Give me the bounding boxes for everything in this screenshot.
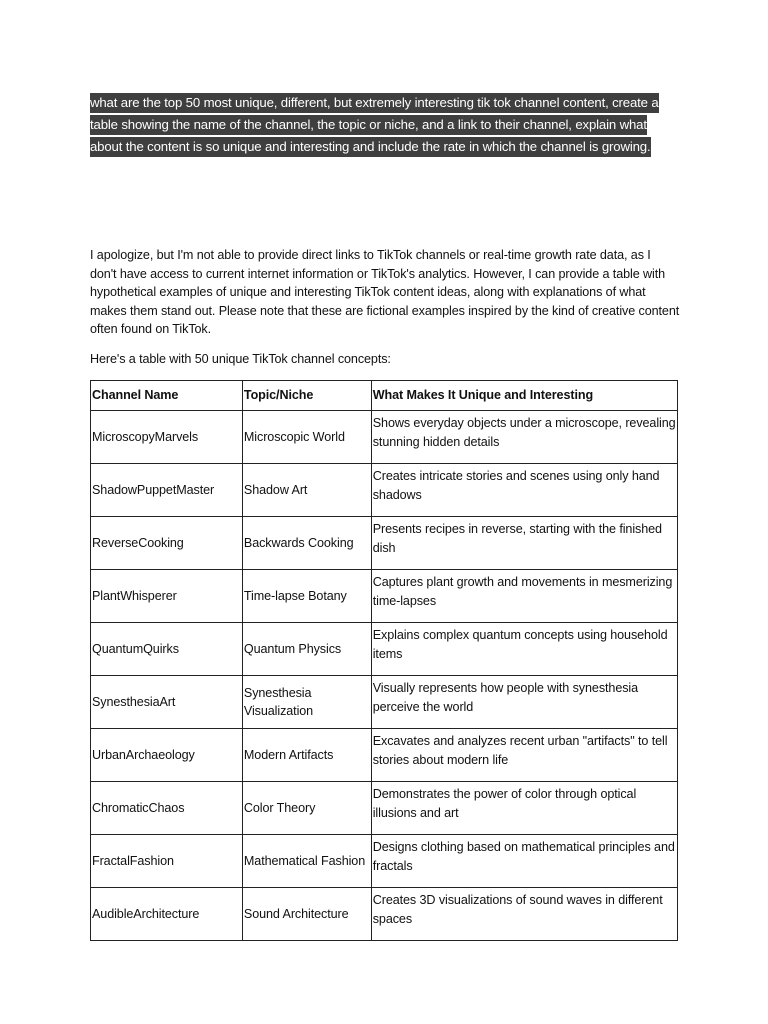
description-cell: Presents recipes in reverse, starting with the finished dish [371,517,677,570]
table-row [91,623,678,676]
channel-name-cell: MicroscopyMarvels [91,411,243,464]
channel-name-cell: UrbanArchaeology [91,729,243,782]
table-row [91,570,678,623]
topic-cell: Time-lapse Botany [242,570,371,623]
description-cell: Visually represents how people with synesthesia perceive the world [371,676,677,729]
header-unique-interesting: What Makes It Unique and Interesting [371,381,677,411]
channel-name-cell: ReverseCooking [91,517,243,570]
topic-cell: Synesthesia Visualization [242,676,371,729]
topic-cell: Sound Architecture [242,888,371,941]
user-prompt-text: what are the top 50 most unique, different, but extremely interesting tik tok channel content, create a table showing the name of the channel, the topic or niche, and a link to their channel, explain what about the content is so unique and interesting and include the rate in which the channel is growing. [90,93,659,157]
topic-cell: Mathematical Fashion [242,835,371,888]
channel-concepts-table [90,380,678,941]
table-header-row [91,381,678,411]
channel-name-cell: ShadowPuppetMaster [91,464,243,517]
table-row [91,464,678,517]
header-channel-name: Channel Name [91,381,243,411]
topic-cell: Quantum Physics [242,623,371,676]
topic-cell: Color Theory [242,782,371,835]
table-row [91,411,678,464]
table-row [91,517,678,570]
table-row [91,888,678,941]
channel-name-cell: FractalFashion [91,835,243,888]
topic-cell: Shadow Art [242,464,371,517]
table-row [91,676,678,729]
table-row [91,835,678,888]
topic-cell: Modern Artifacts [242,729,371,782]
description-cell: Explains complex quantum concepts using household items [371,623,677,676]
channel-name-cell: AudibleArchitecture [91,888,243,941]
description-cell: Designs clothing based on mathematical principles and fractals [371,835,677,888]
description-cell: Captures plant growth and movements in mesmerizing time-lapses [371,570,677,623]
description-cell: Creates intricate stories and scenes using only hand shadows [371,464,677,517]
table-intro: Here's a table with 50 unique TikTok channel concepts: [90,352,391,366]
description-cell: Creates 3D visualizations of sound waves in different spaces [371,888,677,941]
table-row [91,782,678,835]
response-paragraph: I apologize, but I'm not able to provide direct links to TikTok channels or real-time growth rate data, as I don't have access to current internet information or TikTok's analytics. However, I can provide a table with hypothetical examples of unique and interesting TikTok content ideas, along with explanations of what makes them stand out. Please note that these are fictional examples inspired by the kind of creative content often found on TikTok. [90,248,680,336]
channel-name-cell: QuantumQuirks [91,623,243,676]
description-cell: Excavates and analyzes recent urban "artifacts" to tell stories about modern life [371,729,677,782]
topic-cell: Microscopic World [242,411,371,464]
channel-name-cell: SynesthesiaArt [91,676,243,729]
channel-name-cell: PlantWhisperer [91,570,243,623]
description-cell: Demonstrates the power of color through optical illusions and art [371,782,677,835]
header-topic-niche: Topic/Niche [242,381,371,411]
channel-name-cell: ChromaticChaos [91,782,243,835]
topic-cell: Backwards Cooking [242,517,371,570]
table-row [91,729,678,782]
description-cell: Shows everyday objects under a microscope, revealing stunning hidden details [371,411,677,464]
user-prompt [90,92,660,159]
